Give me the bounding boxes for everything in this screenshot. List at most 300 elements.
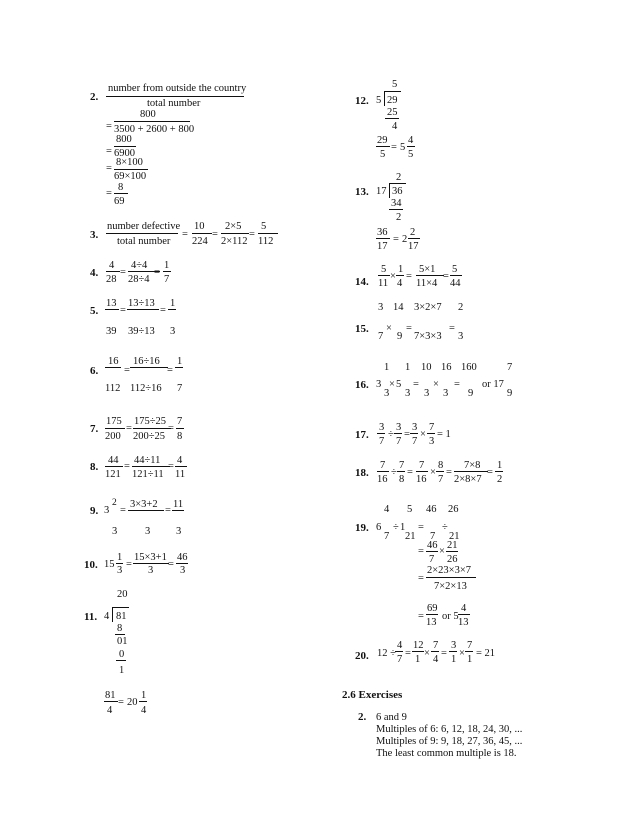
math-term: 2×8×7 [454,474,482,485]
math-term: 224 [192,236,208,247]
math-term: 39÷13 [128,326,155,337]
fraction-bar [105,367,121,368]
section-heading: 2.6 Exercises [342,689,403,701]
math-term: 7 [467,640,473,651]
math-operator: = [418,522,424,533]
math-operator: = [168,559,174,570]
math-term: 44 [450,278,461,289]
math-term: 1 [119,665,125,676]
fraction-bar [127,309,159,310]
math-term: 3 [104,505,110,516]
math-term: 3 [412,422,418,433]
fraction-bar [427,433,435,434]
quotient: 5 [392,79,398,90]
math-term: 4 [177,455,183,466]
math-term: 7 [433,640,439,651]
math-operator: = [249,229,255,240]
fraction-bar [458,614,470,615]
math-term: 7 [380,460,386,471]
math-term: 46 [177,552,188,563]
fraction-bar [172,510,184,511]
math-operator: = [405,648,411,659]
fraction-bar [377,433,385,434]
fraction-bar [115,634,125,635]
quotient: 2 [396,172,402,183]
fraction-bar [389,183,390,198]
math-term: 2 [396,212,402,223]
math-operator: = [126,423,132,434]
math-term: 7 [399,460,405,471]
math-term: 3 [396,422,402,433]
exercise-line: The least common multiple is 18. [376,748,517,759]
math-term: or 17 [482,379,504,390]
math-term: 1 [415,654,421,665]
math-term: 11 [173,499,184,510]
math-term: 81 [105,690,116,701]
fraction-bar [133,428,171,429]
math-operator: = [120,305,126,316]
fraction-bar [132,466,170,467]
fraction-bar [106,96,244,97]
divisor: 5 [376,95,382,106]
math-operator: = [406,323,412,334]
math-term: 7 [396,436,402,447]
fraction-bar [176,428,184,429]
math-operator: = [212,229,218,240]
math-term: 112÷16 [130,383,162,394]
math-term: 3×2×7 [414,302,442,313]
problem-number: 5. [90,305,99,317]
math-term: 4 [408,135,414,146]
math-term: 1 [467,654,473,665]
fraction-bar [426,614,438,615]
exercise-line: 6 and 9 [376,712,407,723]
math-term: 4 [109,260,115,271]
fraction-bar [376,146,390,147]
math-operator: = [449,323,455,334]
math-term: 7 [164,274,170,285]
fraction-bar [139,701,147,702]
fraction-bar [446,551,458,552]
problem-number: 4. [90,267,99,279]
fraction-bar [412,651,424,652]
math-operator: = [124,365,130,376]
problem-number: 11. [84,611,98,623]
math-term: 7 [507,362,513,373]
math-term: 2×112 [221,236,248,247]
fraction-numerator: 8 [118,182,124,193]
problem-number: 17. [355,429,369,441]
fraction-bar [114,169,148,170]
math-operator: ÷ [391,467,397,478]
math-term: 8 [438,460,444,471]
division-bar [385,91,401,92]
math-term: 4 [392,121,398,132]
math-term: 14 [393,302,404,313]
math-operator: = [418,611,424,622]
math-operator: × [386,323,392,334]
math-operator: = [120,267,126,278]
math-operator: ÷ [442,522,448,533]
problem-number: 20. [355,650,369,662]
division-bar [113,607,129,608]
division-bar [390,183,406,184]
math-term: 3 [405,388,411,399]
fraction-bar [221,233,249,234]
math-operator: = [441,648,447,659]
math-term: 5 [452,264,458,275]
math-term: 29 [377,135,388,146]
math-term: 9 [397,331,403,342]
fraction-bar [454,471,488,472]
math-term: 175÷25 [134,416,167,427]
math-term: 26 [448,504,459,515]
math-term: 11 [378,278,389,289]
exercise-line: Multiples of 9: 9, 18, 27, 36, 45, ... [376,736,523,747]
dividend: 29 [387,95,398,106]
fraction-bar [133,563,169,564]
math-term: 3×3+2 [130,499,158,510]
math-term: 2 [410,227,416,238]
problem-number: 12. [355,95,369,107]
fraction-bar [450,275,462,276]
fraction-bar [175,466,187,467]
math-term: 3 [117,565,123,576]
math-term: 4 [397,278,403,289]
fraction-bar [407,146,415,147]
fraction-bar [395,651,403,652]
math-term: 8 [399,474,405,485]
problem-number: 3. [90,229,99,241]
math-term: 21 [405,531,416,542]
math-term: 7 [438,474,444,485]
fraction-bar [105,466,123,467]
fraction-numerator: 800 [140,109,156,120]
divisor: 17 [376,186,387,197]
math-term: 1 [164,260,170,271]
math-term: 7×8 [464,460,481,471]
math-term: 11 [175,469,186,480]
math-operator: = [168,461,174,472]
math-term: 2 [458,302,464,313]
math-term: 3 [429,436,435,447]
fraction-bar [426,577,476,578]
math-term: 44 [108,455,119,466]
math-term: = 21 [476,648,496,659]
math-term: 112 [258,236,274,247]
fraction-bar [104,701,118,702]
fraction-bar [431,651,439,652]
problem-number: 9. [90,505,99,517]
math-term: 1 [400,522,406,533]
math-term: or 5 [442,611,459,622]
fraction-bar [105,309,119,310]
dividend: 81 [116,611,127,622]
math-operator: = [443,271,449,282]
math-term: 3 [112,526,118,537]
fraction-denominator: total number [147,98,201,109]
problem-number: 7. [90,423,99,435]
math-term: 25 [387,107,398,118]
math-term: 1 [405,362,411,373]
exercise-number: 2. [358,711,367,723]
math-term: 12 ÷ [377,648,396,659]
math-term: 7 [429,422,435,433]
fraction-bar [378,275,390,276]
math-term: 12 [413,640,424,651]
problem-number: 6. [90,365,99,377]
math-term: 3 [170,326,176,337]
math-operator: = [182,229,188,240]
math-term: 1 [141,690,147,701]
math-term: 4 [461,603,467,614]
math-term: 7 [379,436,385,447]
math-term: 21 [447,540,458,551]
math-term: 5 [408,149,414,160]
math-term: 2×23×3×7 [427,565,472,576]
math-operator: = [154,267,160,278]
math-term: 3 [458,331,464,342]
fraction-bar [416,275,444,276]
fraction-bar [116,563,123,564]
fraction-bar [408,238,420,239]
math-term: 0 [119,649,125,660]
math-operator: = [124,461,130,472]
math-term: 7 [412,436,418,447]
math-term: 3 [424,388,430,399]
math-term: 15 [104,559,115,570]
math-term: 1 [398,264,404,275]
math-term: 7 [419,460,425,471]
math-operator: = [404,429,410,440]
math-operator: = [106,146,112,157]
math-term: 16 [441,362,452,373]
math-term: 46 [427,540,438,551]
fraction-bar [116,660,126,661]
math-operator: × [420,429,426,440]
fraction-bar [394,433,402,434]
dividend: 36 [392,186,403,197]
fraction-bar [416,471,428,472]
math-term: 11×4 [416,278,438,289]
math-term: 36 [377,227,388,238]
math-term: 13 [426,617,437,628]
math-term: 4 [397,640,403,651]
fraction-numerator: number from outside the country [108,83,247,94]
math-term: 34 [391,198,402,209]
fraction-denominator: 69 [114,196,125,207]
fraction-bar [376,238,390,239]
math-operator: = [413,379,419,390]
math-term: 3 [451,640,457,651]
problem-number: 8. [90,461,99,473]
fraction-bar [426,551,438,552]
problem-number: 2. [90,91,99,103]
math-term: 8 [177,431,183,442]
math-term: 7 [177,383,183,394]
fraction-bar [114,146,136,147]
math-operator: = [160,305,166,316]
math-term: 1 [170,298,176,309]
divisor: 4 [104,611,110,622]
problem-number: 13. [355,186,369,198]
math-operator: = [454,379,460,390]
math-term: 7 [384,531,390,542]
fraction-bar [130,367,168,368]
math-operator: = [393,234,399,245]
math-term: = 1 [437,429,451,440]
math-term: 3 [145,526,151,537]
fraction-bar [168,309,176,310]
math-operator: = [126,559,132,570]
math-term: 39 [106,326,117,337]
math-term: 7 [397,654,403,665]
math-term: 7 [177,416,183,427]
math-term: 44÷11 [134,455,161,466]
fraction-bar [436,471,444,472]
math-term: 4 [141,705,147,716]
math-term: 175 [106,416,122,427]
math-operator: = [446,467,452,478]
math-term: 121 [105,469,121,480]
math-term: 16÷16 [133,356,160,367]
math-term: 3 [176,526,182,537]
math-operator: = [106,163,112,174]
fraction-denominator: 3500 + 2600 + 800 [114,124,195,135]
math-term: 1 [497,460,503,471]
math-term: 1 [451,654,457,665]
math-term: 8 [117,623,123,634]
math-operator: × [439,546,445,557]
fraction-bar [410,433,418,434]
fraction-bar [258,233,278,234]
fraction-denominator: 69×100 [114,171,147,182]
math-term: 21 [449,531,460,542]
fraction-bar [175,367,183,368]
fraction-denominator: total number [117,236,171,247]
math-term: 5 [261,221,267,232]
math-term: 1 [117,552,123,563]
math-term: 2 [402,234,408,245]
math-term: 10 [421,362,432,373]
math-term: 20 [127,697,138,708]
math-term: 3 [379,422,385,433]
math-term: 13 [106,298,117,309]
math-term: 3 [180,565,186,576]
math-term: 200 [105,431,121,442]
math-operator: = [120,505,126,516]
math-term: 5 [407,504,413,515]
math-operator: = [407,467,413,478]
math-term: 7×2×13 [434,581,467,592]
math-term: 10 [194,221,205,232]
math-operator: = [118,697,124,708]
math-term: 5 [396,379,402,390]
math-term: 17 [377,241,388,252]
problem-number: 18. [355,467,369,479]
math-term: 112 [105,383,121,394]
math-term: 4 [433,654,439,665]
math-term: 16 [377,474,388,485]
math-term: 2 [497,474,503,485]
math-operator: ÷ [393,522,399,533]
math-term: 4 [384,504,390,515]
math-term: 3 [376,379,382,390]
math-term: 69 [427,603,438,614]
math-operator: = [418,546,424,557]
math-operator: = [391,142,397,153]
fraction-bar [396,275,404,276]
math-term: 7 [429,554,435,565]
problem-number: 19. [355,522,369,534]
fraction-bar [114,121,190,122]
math-term: 7×3×3 [414,331,442,342]
fraction-numerator: 800 [116,134,132,145]
math-term: 28 [106,274,117,285]
fraction-bar [449,651,457,652]
math-term: 26 [447,554,458,565]
math-term: 2 [112,498,117,508]
math-term: 5 [400,142,406,153]
math-term: 4÷4 [131,260,148,271]
math-term: 9 [468,388,474,399]
math-operator: × [433,379,439,390]
math-operator: ÷ [388,429,394,440]
problem-number: 10. [84,559,98,571]
math-term: 13÷13 [128,298,155,309]
math-operator: × [430,467,436,478]
math-term: 5 [380,149,386,160]
math-term: 5×1 [419,264,436,275]
fraction-bar [192,233,212,234]
math-operator: × [389,379,395,390]
math-term: 17 [408,241,419,252]
fraction-denominator: 6900 [114,148,135,159]
fraction-bar [128,510,164,511]
math-operator: = [165,505,171,516]
math-operator: = [418,573,424,584]
math-operator: = [487,467,493,478]
math-term: 7 [378,331,384,342]
fraction-bar [112,607,113,622]
math-term: 16 [108,356,119,367]
problem-number: 16. [355,379,369,391]
math-term: 1 [384,362,390,373]
math-term: 7 [430,531,436,542]
math-term: 13 [458,617,469,628]
math-term: 3 [443,388,449,399]
problem-number: 14. [355,276,369,288]
math-operator: × [459,648,465,659]
math-operator: = [168,423,174,434]
exercise-line: Multiples of 6: 6, 12, 18, 24, 30, ... [376,724,523,735]
fraction-bar [397,471,405,472]
fraction-bar [385,118,399,119]
math-operator: × [424,648,430,659]
math-term: 6 [376,522,382,533]
fraction-bar [106,233,178,234]
math-term: 1 [177,356,183,367]
math-term: 28÷4 [128,274,150,285]
math-term: 3 [378,302,384,313]
math-term: 3 [384,388,390,399]
math-term: 4 [107,705,113,716]
fraction-bar [389,209,403,210]
fraction-numerator: 8×100 [116,157,143,168]
math-term: 200÷25 [133,431,166,442]
fraction-numerator: number defective [107,221,181,232]
math-term: 16 [416,474,427,485]
